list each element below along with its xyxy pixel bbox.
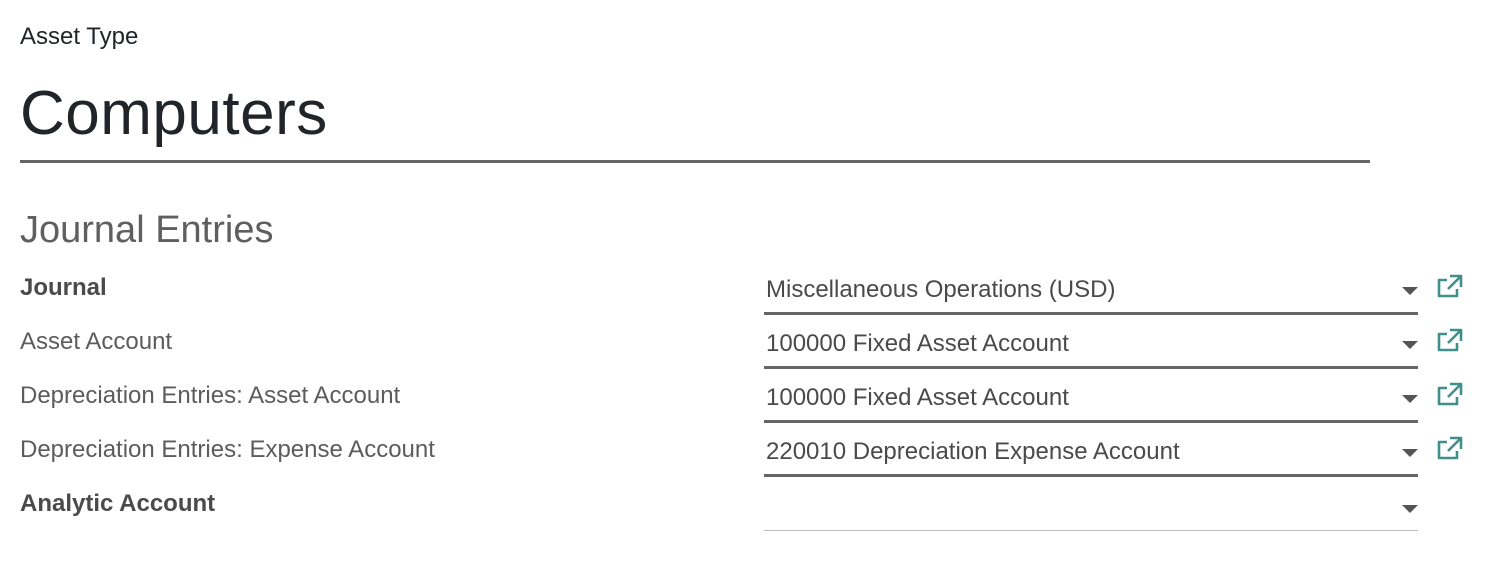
asset-account-label: Asset Account [20, 328, 173, 355]
analytic-account-select[interactable] [764, 488, 1418, 531]
depreciation-asset-account-label: Depreciation Entries: Asset Account [20, 382, 401, 409]
depreciation-asset-account-select[interactable] [764, 380, 1418, 423]
analytic-account-label: Analytic Account [20, 490, 216, 517]
caret-down-icon[interactable] [1402, 287, 1418, 295]
depreciation-expense-account-value[interactable]: 220010 Depreciation Expense Account [766, 438, 1180, 465]
field-row-depreciation-asset-account [20, 380, 1480, 434]
depreciation-expense-account-select[interactable] [764, 434, 1418, 477]
journal-entries-heading: Journal Entries [20, 209, 274, 251]
asset-type-label: Asset Type [20, 23, 139, 50]
external-link-icon[interactable] [1436, 328, 1464, 354]
field-row-depreciation-expense-account [20, 434, 1480, 488]
asset-account-value[interactable]: 100000 Fixed Asset Account [766, 330, 1069, 357]
asset-name-field[interactable] [20, 76, 1370, 163]
asset-type-form [20, 0, 1480, 572]
field-row-analytic-account [20, 488, 1480, 542]
caret-down-icon[interactable] [1402, 341, 1418, 349]
external-link-icon[interactable] [1436, 436, 1464, 462]
journal-value[interactable]: Miscellaneous Operations (USD) [766, 276, 1116, 303]
caret-down-icon[interactable] [1402, 395, 1418, 403]
external-link-icon[interactable] [1436, 274, 1464, 300]
field-row-journal [20, 272, 1480, 326]
depreciation-asset-account-value[interactable]: 100000 Fixed Asset Account [766, 384, 1069, 411]
asset-name-input[interactable]: Computers [20, 79, 328, 148]
caret-down-icon[interactable] [1402, 449, 1418, 457]
field-row-asset-account [20, 326, 1480, 380]
caret-down-icon[interactable] [1402, 505, 1418, 513]
journal-label: Journal [20, 274, 107, 301]
external-link-icon[interactable] [1436, 382, 1464, 408]
journal-select[interactable] [764, 272, 1418, 315]
asset-account-select[interactable] [764, 326, 1418, 369]
depreciation-expense-account-label: Depreciation Entries: Expense Account [20, 436, 435, 463]
